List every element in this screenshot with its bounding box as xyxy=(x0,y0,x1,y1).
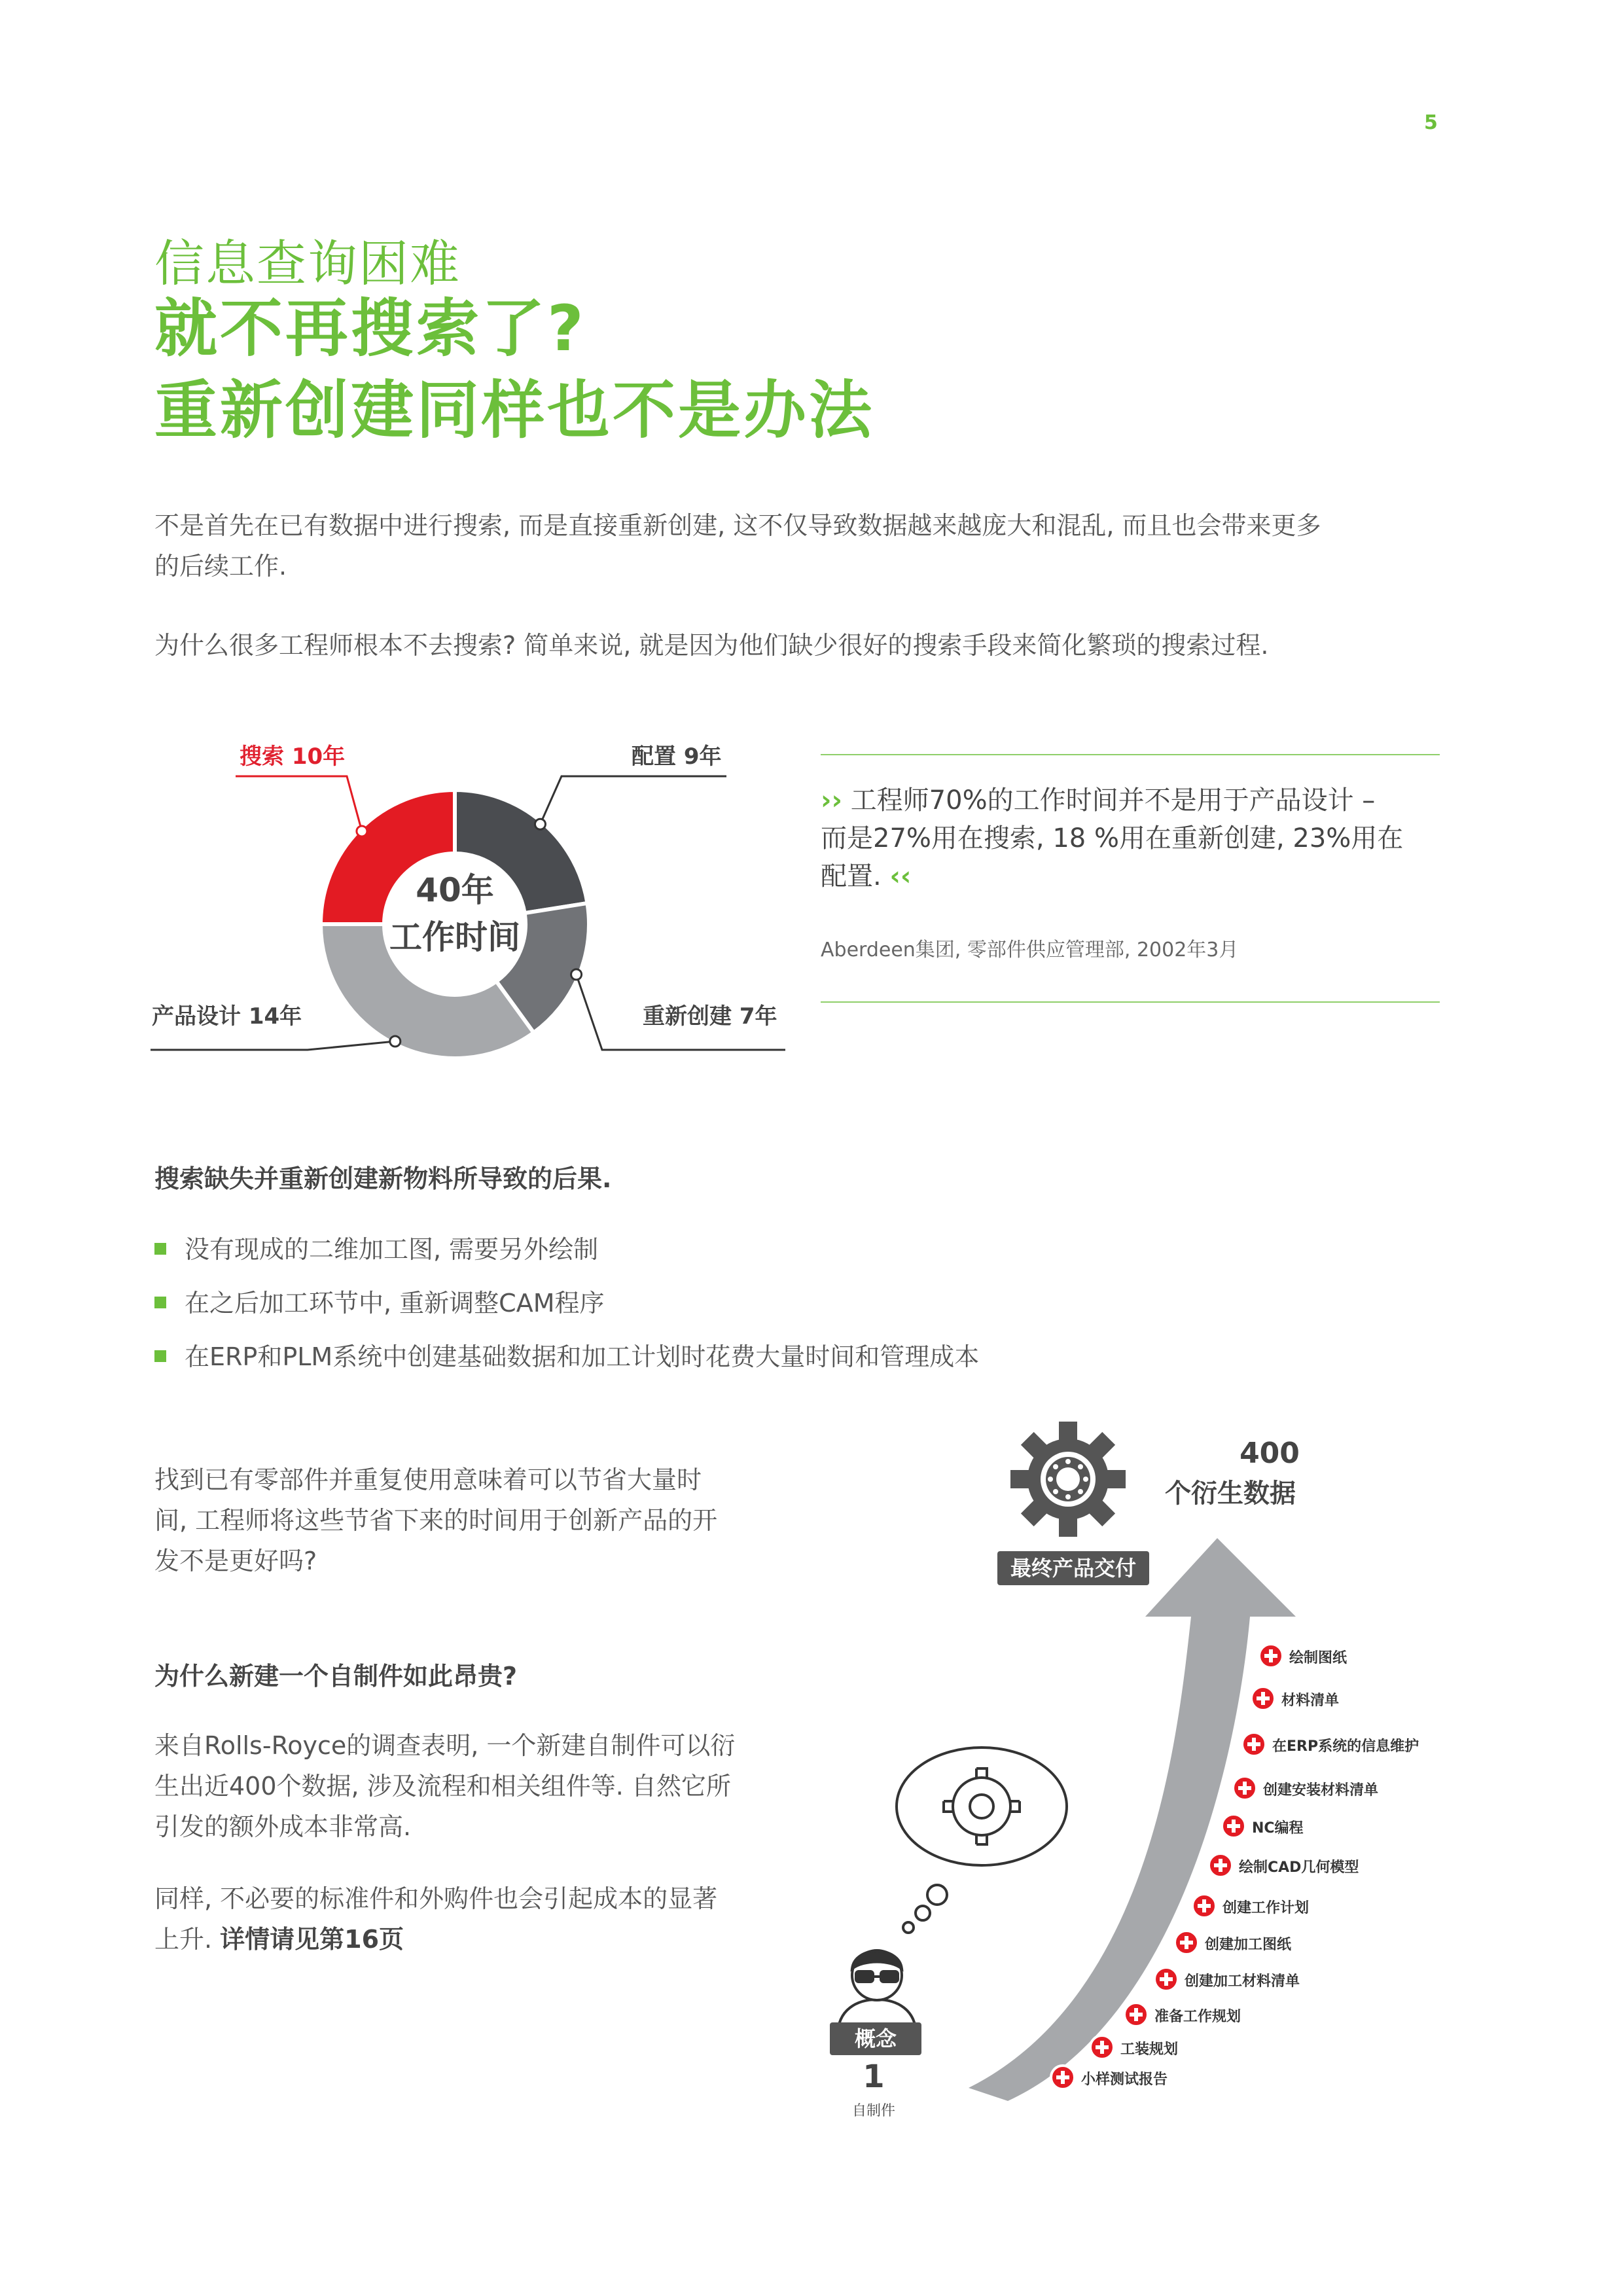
process-step-label: 小样测试报告 xyxy=(1081,2072,1168,2088)
quote-block xyxy=(821,754,1440,1003)
gear-icon xyxy=(1010,1422,1126,1537)
derived-count: 400 xyxy=(1240,1437,1300,1470)
leader-dot xyxy=(357,826,367,836)
plus-badge-bar xyxy=(1134,2008,1138,2021)
intro-paragraph-1 xyxy=(154,505,1470,586)
plus-badge-bar xyxy=(1100,2041,1104,2054)
quote-source: Aberdeen集团, 零部件供应管理部, 2002年3月 xyxy=(821,939,1239,961)
process-step-label: NC编程 xyxy=(1252,1820,1304,1837)
headline-line-2: 重新创建同样也不是办法 xyxy=(154,374,874,447)
intro-line-2: 的后续工作. xyxy=(154,552,287,581)
leader-line xyxy=(540,776,726,824)
derived-label: 个衍生数据 xyxy=(1165,1479,1296,1509)
bullet-square-icon xyxy=(154,1297,166,1308)
process-step-label: 创建工作计划 xyxy=(1222,1900,1310,1916)
plus-badge-bar xyxy=(1243,1782,1247,1795)
consequence-item: 没有现成的二维加工图, 需要另外绘制 xyxy=(154,1229,598,1265)
headline xyxy=(154,288,874,452)
why-paragraph-2: 同样, 不必要的标准件和外购件也会引起成本的显著 上升. 详情请见第16页 xyxy=(154,1884,718,1954)
leader-line xyxy=(236,776,362,831)
label-config: 配置 9年 xyxy=(632,744,722,770)
consequences-heading: 搜索缺失并重新创建新物料所导致的后果. xyxy=(154,1164,612,1193)
process-step-label: 在ERP系统的信息维护 xyxy=(1272,1738,1419,1755)
quote-line-1: 工程师70%的工作时间并不是用于产品设计 – xyxy=(850,785,1376,816)
plus-badge-bar xyxy=(1261,1692,1265,1705)
bullet-square-icon xyxy=(154,1350,166,1362)
quote-open-icon: ›› xyxy=(821,785,842,816)
quote-line-3: 配置. xyxy=(821,861,882,891)
donut-center-caption: 工作时间 xyxy=(389,918,520,956)
leader-dot xyxy=(535,819,545,829)
consequence-item: 在之后加工环节中, 重新调整CAM程序 xyxy=(154,1283,604,1319)
start-label: 自制件 xyxy=(851,2103,895,2119)
intro-paragraph-2: 为什么很多工程师根本不去搜索? 简单来说, 就是因为他们缺少很好的搜索手段来简化繁琐的搜索过程. xyxy=(154,631,1269,660)
donut-center-label xyxy=(366,864,543,958)
process-step-label: 创建加工图纸 xyxy=(1205,1937,1292,1953)
start-count: 1 xyxy=(863,2058,885,2095)
leader-dot xyxy=(571,969,582,980)
process-step-label: 创建安装材料清单 xyxy=(1263,1782,1379,1799)
plus-badge-bar xyxy=(1185,1936,1188,1949)
plus-badge-bar xyxy=(1164,1973,1168,1986)
plus-badge-bar xyxy=(1202,1899,1206,1912)
plus-badge-bar xyxy=(1219,1859,1222,1872)
why-heading: 为什么新建一个自制件如此昂贵? xyxy=(154,1662,518,1691)
process-step-label: 绘制CAD几何模型 xyxy=(1239,1859,1359,1876)
quote-close-icon: ‹‹ xyxy=(889,861,912,891)
leader-line xyxy=(151,1041,395,1050)
plus-badge-bar xyxy=(1061,2071,1065,2084)
process-step-label: 工装规划 xyxy=(1120,2041,1179,2058)
headline-line-1: 就不再搜索了? xyxy=(154,292,586,365)
process-step-label: 准备工作规划 xyxy=(1154,2009,1241,2025)
intro-line-1: 不是首先在已有数据中进行搜索, 而是直接重新创建, 这不仅导致数据越来越庞大和混乱, 而且也会带来更多 xyxy=(154,511,1321,540)
bullet-square-icon xyxy=(154,1243,166,1255)
label-recreate: 重新创建 7年 xyxy=(643,1003,777,1030)
process-step-label: 绘制图纸 xyxy=(1289,1650,1347,1666)
donut-center-years: 40年 xyxy=(416,871,494,909)
final-delivery-tag: 最终产品交付 xyxy=(997,1551,1149,1585)
process-step-label: 材料清单 xyxy=(1281,1693,1340,1709)
process-step-label: 创建加工材料清单 xyxy=(1185,1973,1300,1990)
concept-tag: 概念 xyxy=(830,2022,921,2055)
page-reference: 详情请见第16页 xyxy=(220,1925,404,1954)
reuse-paragraph: 找到已有零部件并重复使用意味着可以节省大量时 间, 工程师将这些节省下来的时间用于创新产品的开 发不是更好吗? xyxy=(154,1465,718,1575)
plus-badge-bar xyxy=(1269,1649,1273,1662)
quote-text xyxy=(821,781,1440,895)
consequence-item: 在ERP和PLM系统中创建基础数据和加工计划时花费大量时间和管理成本 xyxy=(154,1336,979,1372)
thought-bubble-icon xyxy=(897,1748,1067,1933)
section-title: 信息查询困难 xyxy=(154,234,461,293)
leader-dot xyxy=(390,1036,401,1047)
label-search: 搜索 10年 xyxy=(240,744,346,770)
plus-badge-bar xyxy=(1252,1738,1256,1751)
quote-line-2: 而是27%用在搜索, 18 %用在重新创建, 23%用在 xyxy=(821,823,1404,853)
why-paragraph-1: 来自Rolls-Royce的调查表明, 一个新建自制件可以衍 生出近400个数据, 涉及流程和相关组件等. 自然它所 引发的额外成本非常高. xyxy=(154,1731,736,1841)
plus-badge-bar xyxy=(1232,1820,1236,1833)
label-product-design: 产品设计 14年 xyxy=(152,1003,302,1030)
page-number: 5 xyxy=(1424,111,1438,134)
